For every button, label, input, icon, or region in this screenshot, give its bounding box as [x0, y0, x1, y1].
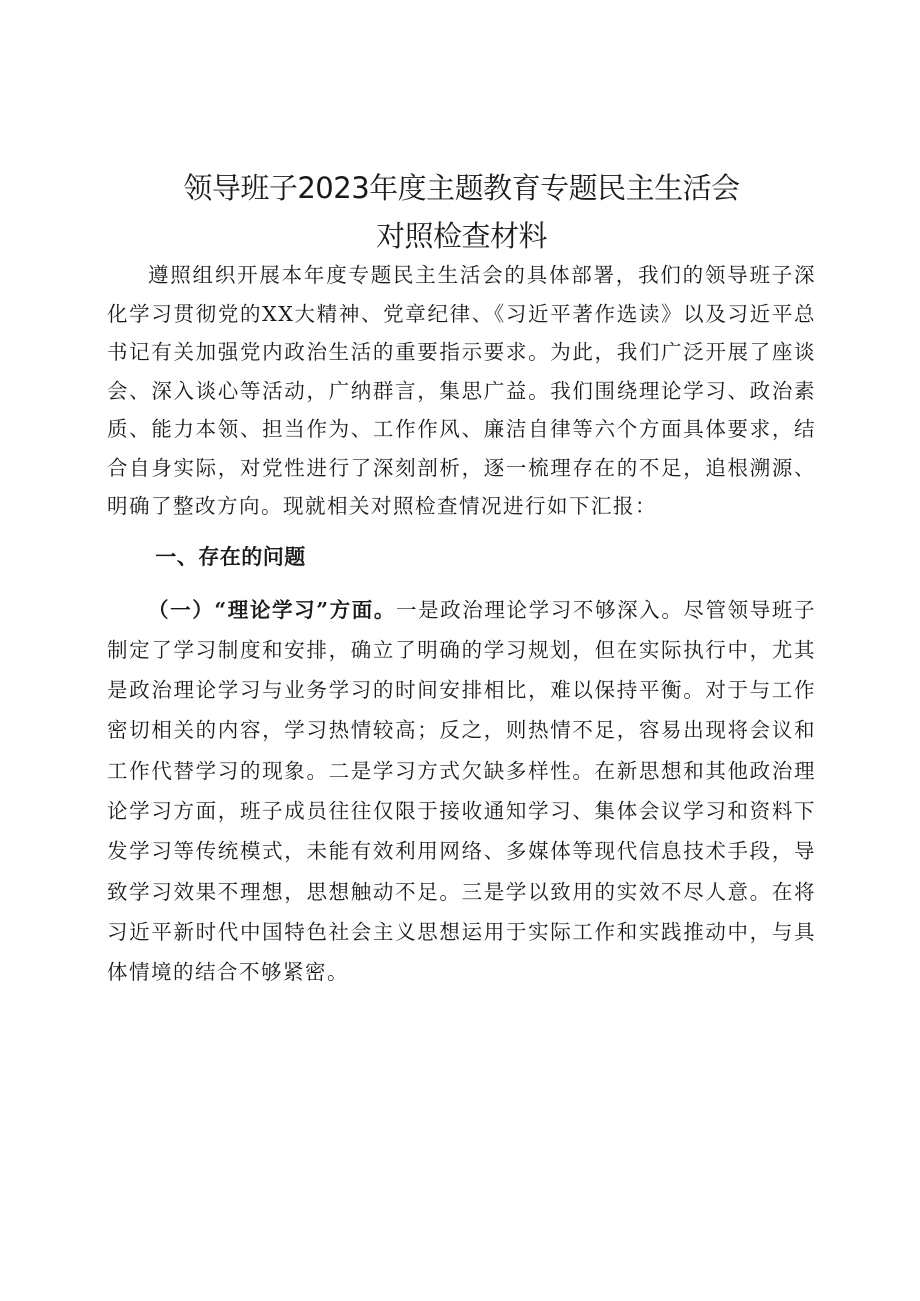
- intro-paragraph: 遵照组织开展本年度专题民主生活会的具体部署，我们的领导班子深化学习贯彻党的XX大精神、党章纪律、《习近平著作选读》以及习近平总书记有关加强党内政治生活的重要指示要求。为此，我们广泛开展了座谈会、深入谈心等活动，广纳群言，集思广益。我们围绕理论学习、政治素质、能力本领、担当作为、工作作风、廉洁自律等六个方面具体要求，结合自身实际，对党性进行了深刻剖析，逐一梳理存在的不足，追根溯源、明确了整改方向。现就相关对照检查情况进行如下汇报：: [107, 263, 816, 518]
- subsection-heading: （一）“理论学习”方面。: [148, 597, 396, 622]
- subsection-paragraph: [107, 590, 816, 993]
- subsection-body: 一是政治理论学习不够深入。尽管领导班子制定了学习制度和安排，确立了明确的学习规划，但在实际执行中，尤其是政治理论学习与业务学习的时间安排相比，难以保持平衡。对于与工作密切相关的内容，学习热情较高；反之，则热情不足，容易出现将会议和工作代替学习的现象。二是学习方式欠缺多样性。在新思想和其他政治理论学习方面，班子成员往往仅限于接收通知学习、集体会议学习和资料下发学习等传统模式，未能有效利用网络、多媒体等现代信息技术手段，导致学习效果不理想，思想触动不足。三是学以致用的实效不尽人意。在将习近平新时代中国特色社会主义思想运用于实际工作和实践推动中，与具体情境的结合不够紧密。: [107, 597, 816, 985]
- section-heading: 一、存在的问题: [155, 544, 306, 569]
- document-title-line-2: 对照检查材料: [375, 219, 547, 253]
- document-title-line-1: 领导班子2023年度主题教育专题民主生活会: [183, 171, 740, 205]
